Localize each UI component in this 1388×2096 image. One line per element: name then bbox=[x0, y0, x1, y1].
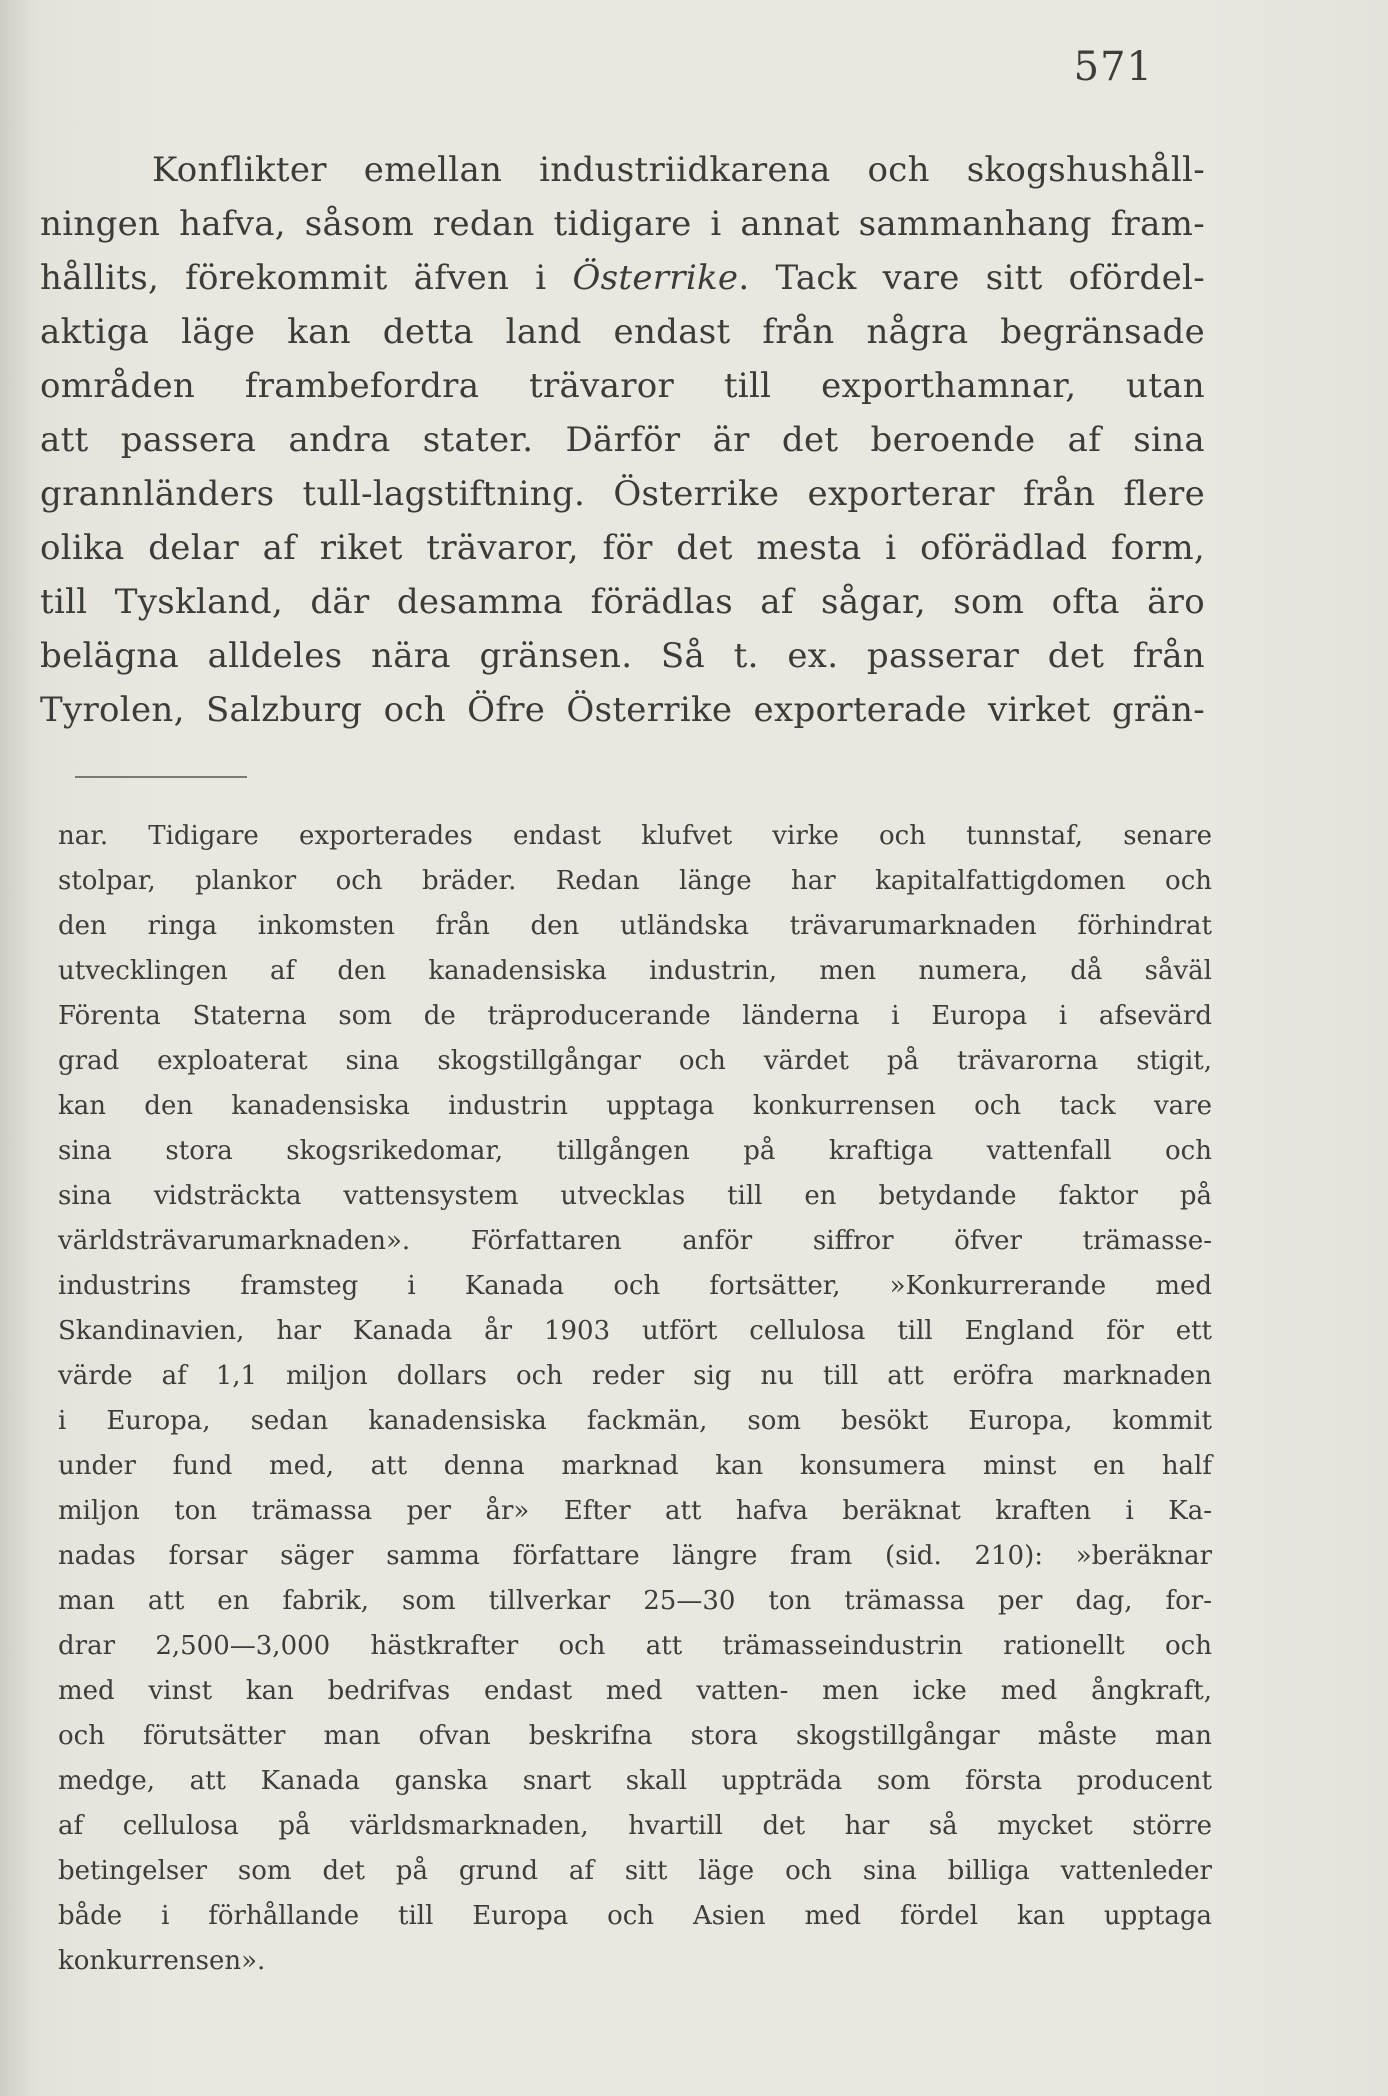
body-line: aktiga läge kan detta land endast från några begränsade bbox=[40, 312, 1205, 352]
footnote-line: stolpar, plankor och bräder. Redan länge har kapitalfattigdomen och bbox=[58, 866, 1212, 896]
page-number: 571 bbox=[1073, 44, 1153, 90]
footnote-line: medge, att Kanada ganska snart skall uppträda som första producent bbox=[58, 1766, 1212, 1796]
footnote-line: nar. Tidigare exporterades endast klufvet virke och tunnstaf, senare bbox=[58, 821, 1212, 851]
footnote-line: Förenta Staterna som de träproducerande länderna i Europa i afsevärd bbox=[58, 1001, 1212, 1031]
footnote-line: kan den kanadensiska industrin upptaga konkurrensen och tack vare bbox=[58, 1091, 1212, 1121]
footnote-line: grad exploaterat sina skogstillgångar och värdet på trävarorna stigit, bbox=[58, 1046, 1212, 1076]
footnote-line: värde af 1,1 miljon dollars och reder sig nu till att eröfra marknaden bbox=[58, 1361, 1212, 1391]
body-line: grannländers tull-lagstiftning. Österrike exporterar från flere bbox=[40, 474, 1205, 514]
body-line: Konflikter emellan industriidkarena och skogshushåll- bbox=[152, 150, 1205, 190]
footnote-divider bbox=[75, 776, 247, 778]
body-line: till Tyskland, där desamma förädlas af sågar, som ofta äro bbox=[40, 582, 1205, 622]
footnote-line: drar 2,500—3,000 hästkrafter och att trämasseindustrin rationellt och bbox=[58, 1631, 1212, 1661]
footnote-line: man att en fabrik, som tillverkar 25—30 ton trämassa per dag, for- bbox=[58, 1586, 1212, 1616]
body-line: hållits, förekommit äfven i Österrike. Tack vare sitt ofördel- bbox=[40, 258, 1205, 298]
footnote-line: utvecklingen af den kanadensiska industrin, men numera, då såväl bbox=[58, 956, 1212, 986]
footnote-line: både i förhållande till Europa och Asien med fördel kan upptaga bbox=[58, 1901, 1212, 1931]
body-line: belägna alldeles nära gränsen. Så t. ex. passerar det från bbox=[40, 636, 1205, 676]
footnote-line: den ringa inkomsten från den utländska trävarumarknaden förhindrat bbox=[58, 911, 1212, 941]
footnote-line: världsträvarumarknaden». Författaren anför siffror öfver trämasse- bbox=[58, 1226, 1212, 1256]
body-line: olika delar af riket trävaror, för det mesta i oförädlad form, bbox=[40, 528, 1205, 568]
footnote-line: under fund med, att denna marknad kan konsumera minst en half bbox=[58, 1451, 1212, 1481]
footnote-line: och förutsätter man ofvan beskrifna stora skogstillgångar måste man bbox=[58, 1721, 1212, 1751]
footnote-line: i Europa, sedan kanadensiska fackmän, som besökt Europa, kommit bbox=[58, 1406, 1212, 1436]
footnote-line: med vinst kan bedrifvas endast med vatten- men icke med ångkraft, bbox=[58, 1676, 1212, 1706]
body-line: att passera andra stater. Därför är det beroende af sina bbox=[40, 420, 1205, 460]
footnote-line: af cellulosa på världsmarknaden, hvartill det har så mycket större bbox=[58, 1811, 1212, 1841]
footnote-line: sina vidsträckta vattensystem utvecklas till en betydande faktor på bbox=[58, 1181, 1212, 1211]
footnote-line: konkurrensen». bbox=[58, 1946, 266, 1976]
footnote-line: sina stora skogsrikedomar, tillgången på kraftiga vattenfall och bbox=[58, 1136, 1212, 1166]
footnote-line: nadas forsar säger samma författare längre fram (sid. 210): »beräknar bbox=[58, 1541, 1212, 1571]
emphasized-word: Österrike bbox=[572, 258, 739, 298]
body-line: ningen hafva, såsom redan tidigare i annat sammanhang fram- bbox=[40, 204, 1205, 244]
body-line: områden frambefordra trävaror till exporthamnar, utan bbox=[40, 366, 1205, 406]
footnote-line: miljon ton trämassa per år» Efter att hafva beräknat kraften i Ka- bbox=[58, 1496, 1212, 1526]
footnote-line: industrins framsteg i Kanada och fortsätter, »Konkurrerande med bbox=[58, 1271, 1212, 1301]
footnote-line: Skandinavien, har Kanada år 1903 utfört cellulosa till England för ett bbox=[58, 1316, 1212, 1346]
body-line: Tyrolen, Salzburg och Öfre Österrike exporterade virket grän- bbox=[40, 690, 1205, 730]
footnote-line: betingelser som det på grund af sitt läge och sina billiga vattenleder bbox=[58, 1856, 1212, 1886]
